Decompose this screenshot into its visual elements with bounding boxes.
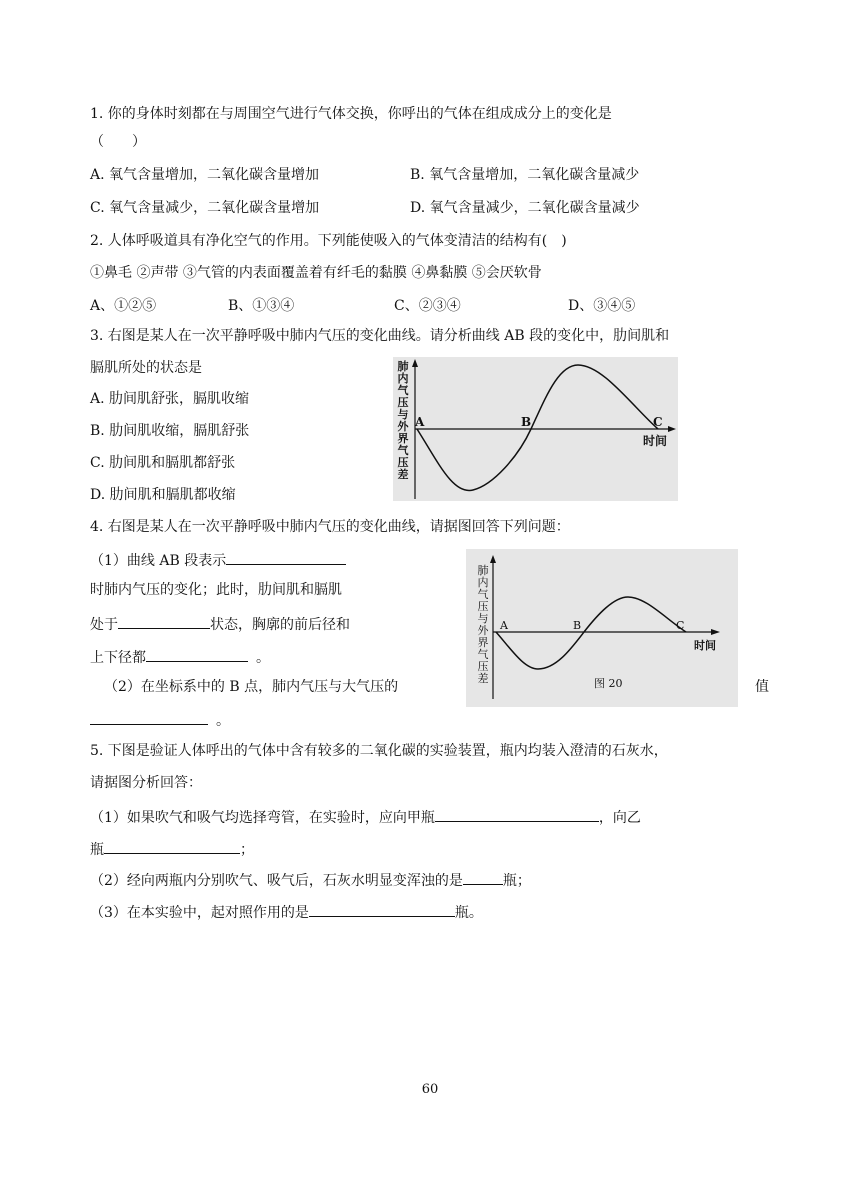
q1-stem: 1. 你的身体时刻都在与周围空气进行气体交换，你呼出的气体在组成成分上的变化是 [90,106,612,122]
q5-part2-end: 瓶； [502,873,531,889]
q4-part2-line1: （2）在坐标系中的 B 点，肺内气压与大气压的 [104,679,399,695]
q5-blank-2[interactable] [104,837,240,854]
q4-y-axis-label: 肺内气压与外界气压差 [477,564,489,685]
q4-point-a: A [500,619,508,632]
q3-x-axis-label: 时间 [643,434,668,448]
q3-point-c: C [653,415,663,429]
q4-part1-prompt: （1）曲线 AB 段表示 [90,553,227,569]
q5-part1-line1 [90,805,641,828]
q4-blank-3[interactable] [146,645,248,662]
q5-part1-bottle: 瓶 [90,842,104,858]
q2-option-d: D、③④⑤ [568,298,636,314]
q4-part2-end: 。 [216,713,230,729]
q4-part2-line2 [90,708,230,731]
q2-option-c: C、②③④ [394,298,461,314]
q2-option-b: B、①③④ [228,298,295,314]
q4-part1-line4 [90,645,270,668]
q3-stem-line1: 3. 右图是某人在一次平静呼吸中肺内气压的变化曲线。请分析曲线 AB 段的变化中，肋间肌和 [90,328,670,344]
q3-option-c: C. 肋间肌和膈肌都舒张 [90,455,236,471]
q5-part3-end: 瓶。 [454,905,483,921]
q1-answer-paren: （ ） [90,134,146,150]
q3-option-a: A. 肋间肌舒张，膈肌收缩 [90,391,250,407]
q4-point-b: B [573,619,582,632]
q3-option-b: B. 肋间肌收缩，膈肌舒张 [90,423,250,439]
q5-blank-1[interactable] [435,805,599,822]
q5-part1-mid: ，向乙 [598,810,641,826]
q4-part1-state-suffix: 状态，胸廓的前后径和 [210,617,350,633]
q3-pressure-figure [393,357,678,501]
q4-pressure-figure [466,549,738,707]
q2-option-a: A、①②⑤ [90,298,157,314]
q2-items: ①鼻毛 ②声带 ③气管的内表面覆盖着有纤毛的黏膜 ④鼻黏膜 ⑤会厌软骨 [90,265,542,281]
q5-blank-4[interactable] [309,900,455,917]
q4-blank-1[interactable] [226,548,346,565]
q1-option-c: C. 氧气含量减少，二氧化碳含量增加 [90,200,320,216]
q4-part1-diameter-prefix: 上下径都 [90,650,146,666]
q5-part3 [90,900,483,923]
q3-y-axis-label: 肺内气压与外界气压差 [397,360,409,481]
q4-blank-4[interactable] [90,708,208,725]
q4-part1-end: 。 [256,650,270,666]
q1-option-b: B. 氧气含量增加，二氧化碳含量减少 [410,167,640,183]
q3-point-b: B [521,415,532,429]
page-number: 60 [421,1082,439,1097]
q3-stem-line2: 膈肌所处的状态是 [90,360,202,376]
q4-part2-value: 值 [755,679,769,695]
q4-blank-2[interactable] [118,612,210,629]
q4-figure-caption: 图 20 [594,677,623,690]
q5-part2-prompt: （2）经向两瓶内分别吹气、吸气后，石灰水明显变浑浊的是 [90,873,463,889]
q4-part1-line1 [90,548,346,571]
q1-option-d: D. 氧气含量减少，二氧化碳含量减少 [410,200,640,216]
q2-stem: 2. 人体呼吸道具有净化空气的作用。下列能使吸入的气体变清洁的结构有( ) [90,233,567,249]
q5-stem-line1: 5. 下图是验证人体呼出的气体中含有较多的二氧化碳的实验装置，瓶内均装入澄清的石灰水， [90,743,668,759]
q5-part1-end: ； [240,842,254,858]
q5-stem-line2: 请据图分析回答： [90,775,202,791]
q5-part2 [90,868,531,891]
q4-stem: 4. 右图是某人在一次平静呼吸中肺内气压的变化曲线，请据图回答下列问题： [90,519,570,535]
q3-point-a: A [415,415,425,429]
q3-option-d: D. 肋间肌和膈肌都收缩 [90,487,236,503]
q5-blank-3[interactable] [463,868,503,885]
q4-part1-line2: 时肺内气压的变化；此时，肋间肌和膈肌 [90,582,342,598]
q4-part1-state-prefix: 处于 [90,617,118,633]
q4-point-c: C [676,619,685,632]
q4-part1-line3 [90,612,350,635]
q5-part3-prompt: （3）在本实验中，起对照作用的是 [90,905,309,921]
q1-option-a: A. 氧气含量增加，二氧化碳含量增加 [90,167,320,183]
q5-part1-prompt: （1）如果吹气和吸气均选择弯管，在实验时，应向甲瓶 [90,810,435,826]
q5-part1-line2 [90,837,254,860]
q4-x-axis-label: 时间 [694,639,716,652]
